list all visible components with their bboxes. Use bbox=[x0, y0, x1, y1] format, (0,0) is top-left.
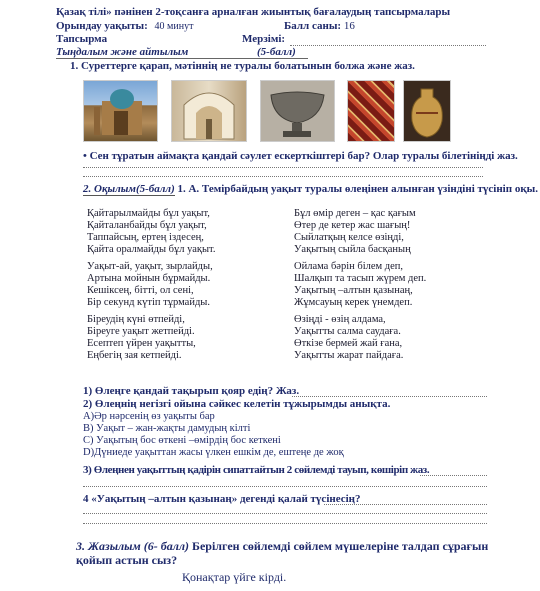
writing-heading-part: 3. Жазылым (6- балл) bbox=[76, 539, 190, 553]
poem-line: Өзіңді - өзің алдама, bbox=[294, 314, 386, 325]
answer-line-q4b bbox=[83, 513, 487, 514]
option-c: С) Уақытың бос өткені –өмірдің бос кеткені bbox=[83, 435, 281, 446]
cauldron-image bbox=[260, 80, 335, 142]
section1-title: Тыңдалым және айтылым bbox=[56, 46, 189, 58]
poem-right bbox=[294, 208, 426, 367]
time-value: 40 минут bbox=[154, 21, 194, 32]
poem-line: Біреуге уақыт жетпейді. bbox=[87, 326, 195, 337]
poem-line: Кешіксең, бітті, ол сені, bbox=[87, 285, 194, 296]
section1-underline bbox=[56, 58, 308, 59]
poem-line: Жұмсауың керек үнемдеп. bbox=[294, 297, 413, 308]
task1-text: 1. Суреттерге қарап, мәтіннің не туралы болатынын болжа және жаз. bbox=[70, 60, 415, 72]
question-2: 2) Өлеңнің негізгі ойына сәйкес келетін тұжырымды анықта. bbox=[83, 398, 391, 410]
poem-line: Уақытың сыйла басқаның bbox=[294, 244, 411, 255]
answer-line-q4 bbox=[324, 504, 487, 505]
score-label: Балл саны: bbox=[284, 20, 342, 32]
poem-left bbox=[87, 208, 215, 367]
answer-line-2 bbox=[83, 176, 483, 177]
option-b: В) Уақыт – жан-жақты дамудың кілті bbox=[83, 423, 251, 434]
arch-icon bbox=[172, 81, 246, 141]
vessel-image bbox=[403, 80, 451, 142]
poem-line: Уақытың –алтын қазынаң, bbox=[294, 285, 413, 296]
poem-line: Ойлама бәрін білем деп, bbox=[294, 261, 404, 272]
interior-image bbox=[171, 80, 247, 142]
question-3: 3) Өлеңнен уақыттың қадірін сипаттайтын 2 сөйлемді тауып, көшіріп жаз. bbox=[83, 464, 430, 476]
poem-line: Шалқып та тасып жүрем деп. bbox=[294, 273, 427, 284]
answer-line-q3b bbox=[83, 486, 487, 487]
time-row bbox=[56, 20, 193, 32]
answer-line-q1 bbox=[292, 396, 487, 397]
score-value: 16 bbox=[343, 20, 355, 32]
writing-sentence: Қонақтар үйге кірді. bbox=[182, 570, 287, 584]
option-d: D)Дүниеде уақыттан жасы үлкен ешкім де, ештеңе де жоқ bbox=[83, 447, 344, 458]
poem-line: Уақытты жарат пайдаға. bbox=[294, 350, 404, 361]
vessel-icon bbox=[404, 81, 450, 141]
writing-line2: қойып астын сыз? bbox=[76, 553, 178, 567]
poem-right-stanza-3 bbox=[294, 314, 426, 362]
time-label: Орындау уақыты: bbox=[56, 20, 148, 32]
question-1: 1) Өлеңге қандай тақырып қояр едің? Жаз. bbox=[83, 385, 300, 397]
poem-line: Өтер де кетер жас шағың! bbox=[294, 220, 411, 231]
reading-heading-rest: 1. А. Темірбайдың уақыт туралы өлеңінен алынған үзіндіні түсініп оқы. bbox=[174, 183, 539, 195]
cauldron-icon bbox=[261, 81, 334, 141]
reading-heading-part: 2. Оқылым(5-балл) bbox=[83, 183, 175, 195]
poem-line: Таппайсың, ертең іздесең, bbox=[87, 232, 204, 243]
mausoleum-image bbox=[83, 80, 158, 142]
score-row bbox=[284, 20, 355, 32]
poem-left-stanza-1 bbox=[87, 208, 215, 256]
poem-line: Уақыт-ай, уақыт, зырлайды, bbox=[87, 261, 213, 272]
answer-line-q4c bbox=[83, 523, 487, 524]
poem-right-stanza-2 bbox=[294, 261, 426, 309]
poem-line: Еңбегің зая кетпейді. bbox=[87, 350, 182, 361]
deadline-line bbox=[290, 45, 486, 46]
carpet-image bbox=[347, 80, 395, 142]
poem-line: Қайтарылмайды бұл уақыт, bbox=[87, 208, 210, 219]
writing-heading-rest: Берілген сөйлемді сөйлем мүшелеріне талдап сұрағын bbox=[189, 539, 489, 553]
option-a: А)Әр нәрсенің өз уақыты бар bbox=[83, 411, 215, 422]
poem-left-stanza-2 bbox=[87, 261, 215, 309]
answer-line-q3 bbox=[420, 475, 487, 476]
poem-line: Біреудің күні өтпейді, bbox=[87, 314, 185, 325]
poem-line: Есептеп үйрен уақытты, bbox=[87, 338, 196, 349]
poem-line: Бұл өмір деген – қас қағым bbox=[294, 208, 416, 219]
question-4: 4 «Уақытың –алтын қазынаң» дегенді қалай түсінесің? bbox=[83, 493, 361, 505]
answer-line-1 bbox=[83, 167, 483, 168]
poem-line: Артына мойнын бұрмайды. bbox=[87, 273, 211, 284]
poem-right-stanza-1 bbox=[294, 208, 426, 256]
poem-left-stanza-3 bbox=[87, 314, 215, 362]
poem-line: Қайта оралмайды бұл уақыт. bbox=[87, 244, 216, 255]
poem-line: Сыйлатқың келсе өзіңді, bbox=[294, 232, 404, 243]
doc-title: Қазақ тілі» пәнінен 2-тоқсанға арналған жиынтық бағалаудың тапсырмалары bbox=[56, 6, 451, 18]
poem-line: Бір секунд күтіп тұрмайды. bbox=[87, 297, 210, 308]
deadline-label: Мерзімі: bbox=[242, 33, 286, 45]
poem-line: Өткізе бермей жай ғана, bbox=[294, 338, 403, 349]
writing-heading bbox=[76, 539, 488, 554]
section1-points: (5-балл) bbox=[257, 46, 296, 58]
poem-line: Қайталанбайды бұл уақыт, bbox=[87, 220, 207, 231]
bullet-question: • Сен тұратын аймақта қандай сәулет ескерткіштері бар? Олар туралы білетініңді жаз. bbox=[83, 150, 518, 162]
mausoleum-icon bbox=[84, 81, 157, 141]
poem-line: Уақытты салма саудаға. bbox=[294, 326, 401, 337]
reading-heading bbox=[83, 183, 538, 196]
task-label: Тапсырма bbox=[56, 33, 108, 45]
